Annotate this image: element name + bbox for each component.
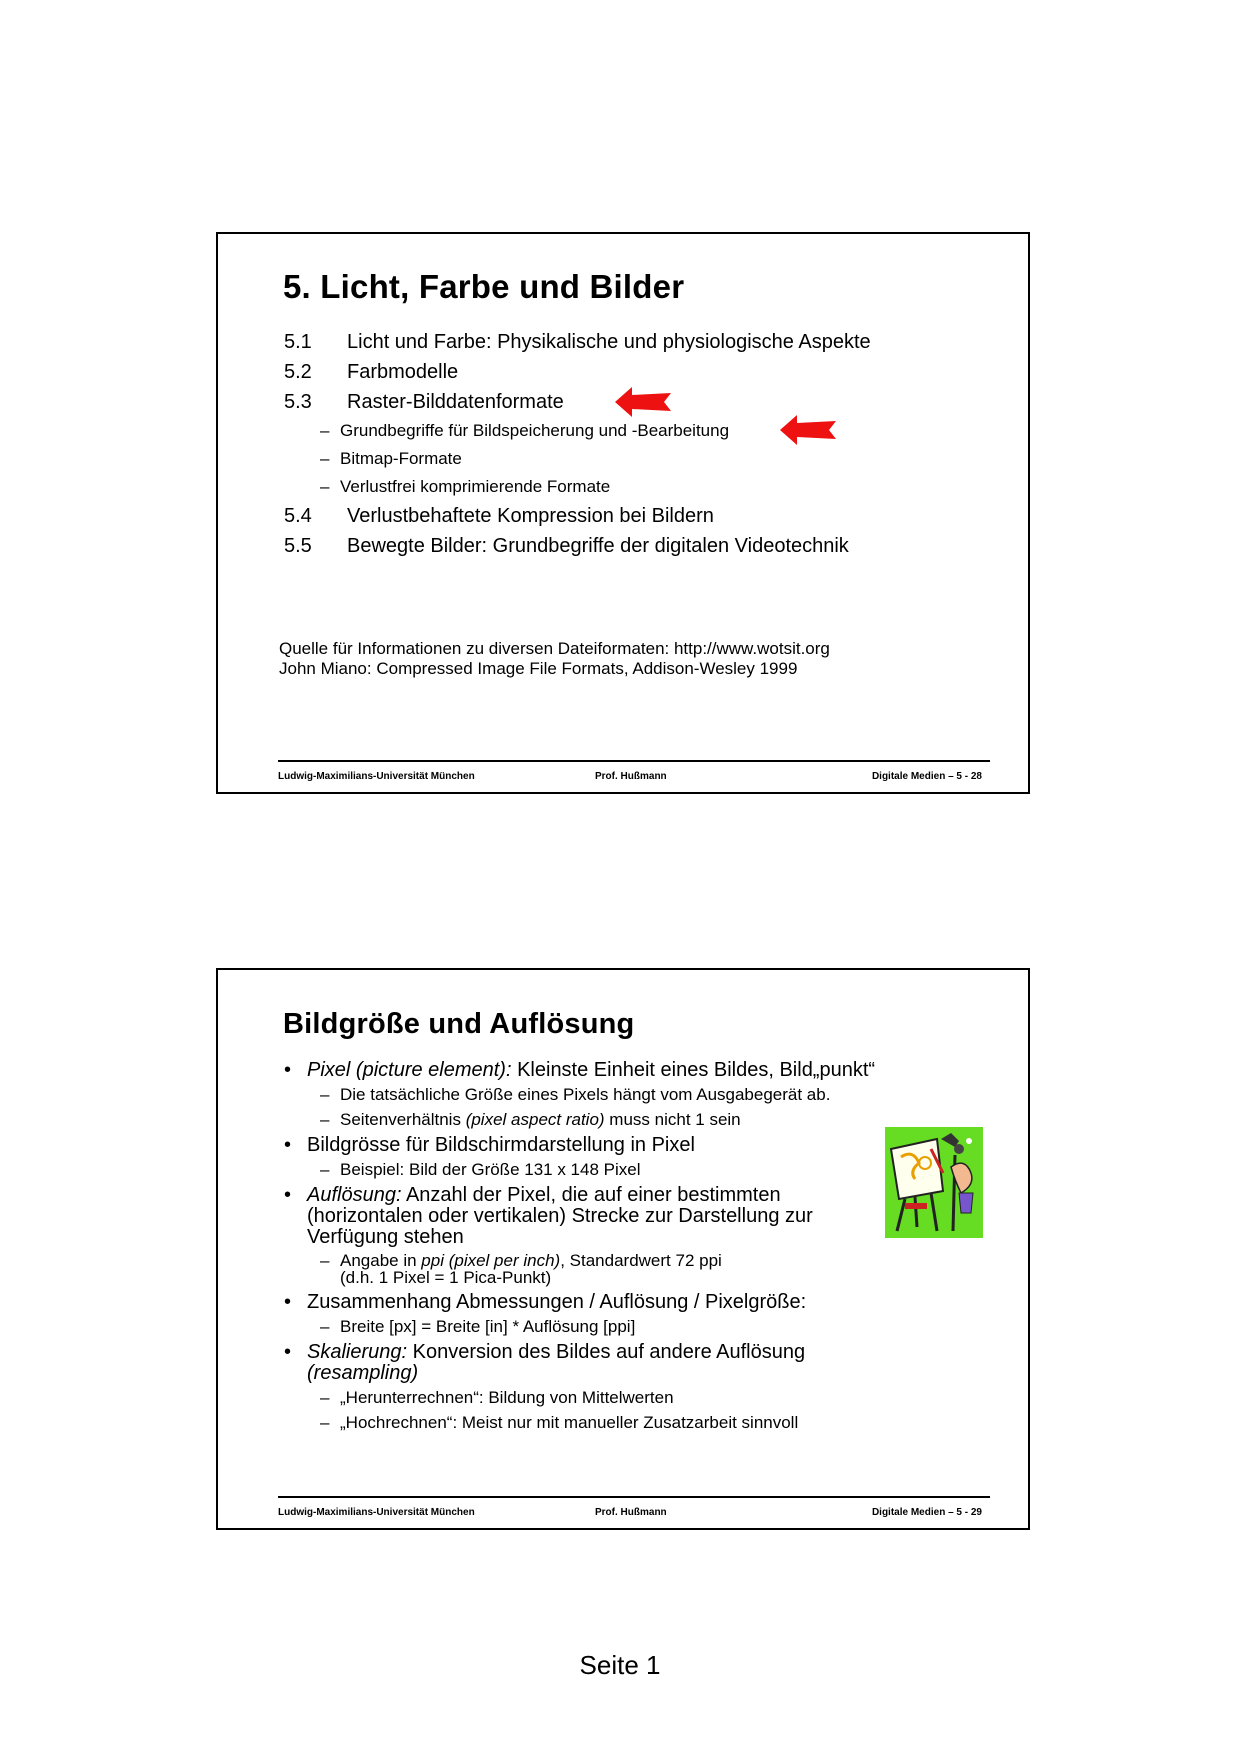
toc-item bbox=[284, 387, 984, 417]
source-line: Quelle für Informationen zu diversen Dateiformaten: http://www.wotsit.org bbox=[279, 639, 830, 658]
toc-subitem bbox=[284, 445, 984, 473]
bullet-term: (resampling) bbox=[307, 1362, 419, 1384]
dash: – bbox=[320, 1317, 330, 1336]
bullet-text: Bildgrösse für Bildschirmdarstellung in Pixel bbox=[307, 1134, 695, 1156]
bullet-term: Pixel (picture element): bbox=[307, 1059, 512, 1081]
bullet-text: Anzahl der Pixel, die auf einer bestimmten bbox=[401, 1184, 781, 1206]
slide-title: 5. Licht, Farbe und Bilder bbox=[283, 268, 685, 305]
dash: – bbox=[320, 1251, 330, 1270]
footer-university: Ludwig-Maximilians-Universität München bbox=[278, 771, 475, 782]
dash: – bbox=[320, 1388, 330, 1407]
sub-bullet-text: muss nicht 1 sein bbox=[604, 1110, 741, 1129]
toc-number: 5.5 bbox=[284, 535, 312, 557]
arrow-shape bbox=[780, 415, 836, 445]
sub-bullet-item bbox=[284, 1388, 944, 1407]
footer-course-page: Digitale Medien – 5 - 28 bbox=[871, 771, 982, 782]
bullet-item bbox=[284, 1292, 944, 1313]
bullet-term: Skalierung: bbox=[307, 1341, 408, 1363]
toc-label: Raster-Bilddatenformate bbox=[347, 391, 564, 413]
toc-label: Licht und Farbe: Physikalische und physiologische Aspekte bbox=[347, 331, 871, 353]
sub-bullet-item bbox=[284, 1085, 944, 1104]
footer-divider bbox=[278, 1496, 990, 1498]
bullet-item bbox=[284, 1060, 944, 1081]
toc-number: 5.1 bbox=[284, 331, 312, 353]
bullet-item bbox=[284, 1185, 944, 1248]
sub-bullet-term: ppi (pixel per inch) bbox=[421, 1251, 561, 1270]
toc-item bbox=[284, 501, 984, 531]
bullet-term: Auflösung: bbox=[307, 1184, 402, 1206]
bullet-text: Zusammenhang Abmessungen / Auflösung / Pixelgröße: bbox=[307, 1291, 807, 1313]
toc-number: 5.2 bbox=[284, 361, 312, 383]
toc-sublabel: Bitmap-Formate bbox=[340, 449, 462, 468]
sub-bullet-term: (pixel aspect ratio) bbox=[465, 1110, 605, 1129]
sub-bullet-text: „Herunterrechnen“: Bildung von Mittelwerten bbox=[340, 1388, 674, 1407]
page-number: Seite 1 bbox=[579, 1650, 661, 1680]
dash: – bbox=[320, 1085, 330, 1104]
sub-bullet-item bbox=[284, 1413, 944, 1432]
toc-subitem bbox=[284, 417, 984, 445]
toc-item bbox=[284, 531, 984, 561]
sub-bullet-text: Breite [px] = Breite [in] * Auflösung [ppi] bbox=[340, 1317, 636, 1336]
sub-bullet-text: „Hochrechnen“: Meist nur mit manueller Zusatzarbeit sinnvoll bbox=[340, 1413, 799, 1432]
slide-29 bbox=[216, 968, 1030, 1530]
left-arrow-icon bbox=[780, 415, 838, 445]
bullet-item bbox=[284, 1135, 944, 1156]
footer-university: Ludwig-Maximilians-Universität München bbox=[278, 1507, 475, 1518]
table-of-contents bbox=[284, 327, 984, 561]
dash: – bbox=[320, 1110, 330, 1129]
source-reference bbox=[279, 639, 830, 679]
sub-bullet-text: Angabe in bbox=[340, 1251, 422, 1270]
toc-sublabel: Verlustfrei komprimierende Formate bbox=[340, 477, 611, 496]
footer-author: Prof. Hußmann bbox=[595, 1507, 667, 1518]
sub-bullet-text: Die tatsächliche Größe eines Pixels hängt vom Ausgabegerät ab. bbox=[340, 1085, 831, 1104]
dash: – bbox=[320, 449, 330, 468]
bullet-text: (horizontalen oder vertikalen) Strecke zur Darstellung zur bbox=[307, 1205, 813, 1227]
footer-author: Prof. Hußmann bbox=[595, 771, 667, 782]
sub-bullet-item bbox=[284, 1317, 944, 1336]
dash: – bbox=[320, 1413, 330, 1432]
dash: – bbox=[320, 477, 330, 496]
sub-bullet-text: (d.h. 1 Pixel = 1 Pica-Punkt) bbox=[340, 1268, 552, 1287]
bullet-item bbox=[284, 1342, 944, 1384]
toc-label: Farbmodelle bbox=[347, 361, 459, 383]
toc-label: Verlustbehaftete Kompression bei Bildern bbox=[347, 505, 714, 527]
sub-bullet-item bbox=[284, 1110, 944, 1129]
toc-number: 5.4 bbox=[284, 505, 312, 527]
toc-item bbox=[284, 357, 984, 387]
toc-sublabel: Grundbegriffe für Bildspeicherung und -Bearbeitung bbox=[340, 421, 730, 440]
toc-number: 5.3 bbox=[284, 391, 312, 413]
sub-bullet-item bbox=[284, 1252, 944, 1286]
toc-item bbox=[284, 327, 984, 357]
left-arrow-icon bbox=[615, 387, 673, 417]
bullet-text: Verfügung stehen bbox=[307, 1226, 464, 1248]
sub-bullet-text: Beispiel: Bild der Größe 131 x 148 Pixel bbox=[340, 1160, 641, 1179]
slide-title: Bildgröße und Auflösung bbox=[283, 1008, 635, 1040]
bullet-text: Kleinste Einheit eines Bildes, Bild„punkt“ bbox=[511, 1059, 876, 1081]
source-line: John Miano: Compressed Image File Formats, Addison-Wesley 1999 bbox=[279, 659, 798, 678]
painter-clipart-drawing bbox=[885, 1127, 983, 1238]
dash: – bbox=[320, 421, 330, 440]
dash: – bbox=[320, 1160, 330, 1179]
sub-bullet-item bbox=[284, 1160, 944, 1179]
painter-clipart-icon bbox=[885, 1127, 983, 1238]
toc-label: Bewegte Bilder: Grundbegriffe der digitalen Videotechnik bbox=[347, 535, 849, 557]
footer-divider bbox=[278, 760, 990, 762]
slide-28 bbox=[216, 232, 1030, 794]
sub-bullet-text: Seitenverhältnis bbox=[340, 1110, 466, 1129]
arrow-shape bbox=[615, 387, 671, 417]
sub-bullet-text: , Standardwert 72 ppi bbox=[560, 1251, 722, 1270]
footer-course-page: Digitale Medien – 5 - 29 bbox=[871, 1507, 982, 1518]
toc-subitem bbox=[284, 473, 984, 501]
bullet-text: Konversion des Bildes auf andere Auflösung bbox=[407, 1341, 806, 1363]
bullet-list bbox=[284, 1060, 944, 1438]
